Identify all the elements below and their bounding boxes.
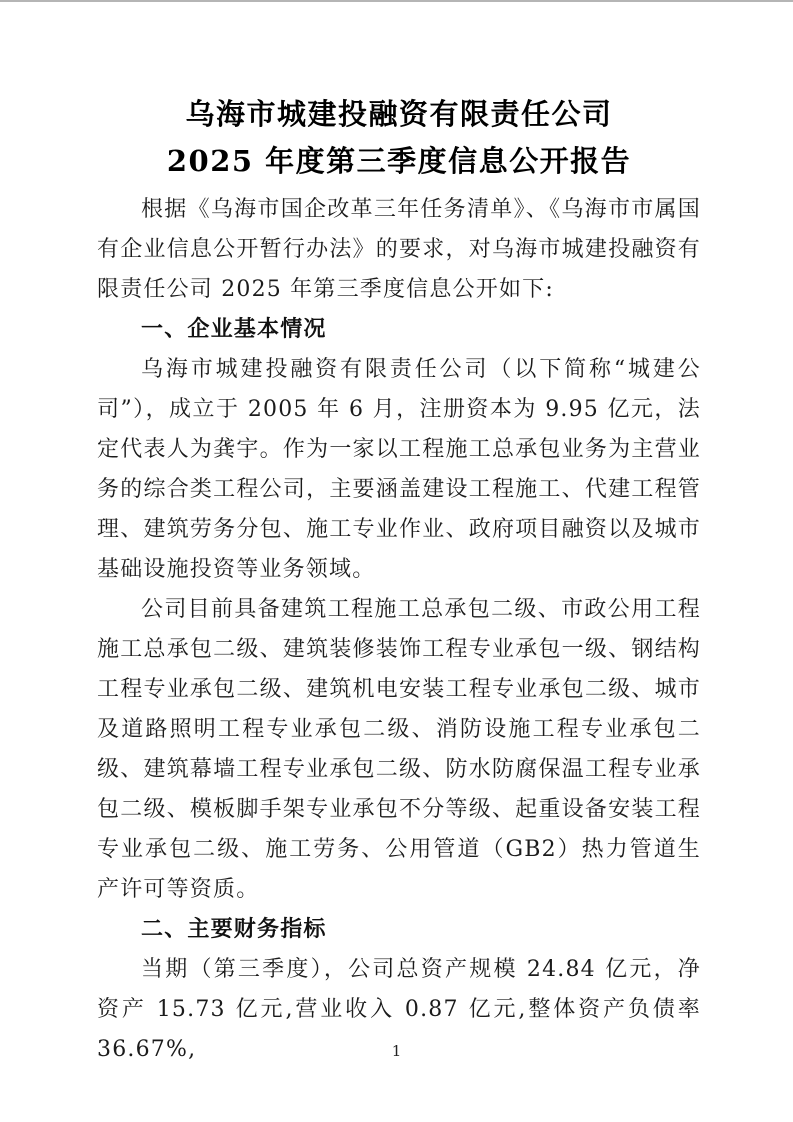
document-title-line-2: 2025 年度第三季度信息公开报告 — [166, 144, 632, 178]
qualifications-paragraph: 公司目前具备建筑工程施工总承包二级、市政公用工程施工总承包二级、建筑装修装饰工程专业承包一级、钢结构工程专业承包二级、建筑机电安装工程专业承包二级、城市及道路照明工程专业承包二级、消防设施工程专业承包二级、建筑幕墙工程专业承包二级、防水防腐保温工程专业承包二级、模板脚手架专业承包不分等级、起重设备安装工程专业承包二级、施工劳务、公用管道（GB2）热力管道生产许可等资质。 — [97, 597, 701, 902]
section-heading-company-profile: 一、企业基本情况 — [141, 317, 327, 342]
section-heading-financial-indicators: 二、主要财务指标 — [141, 917, 327, 942]
financial-indicators-paragraph: 当期（第三季度），公司总资产规模 24.84 亿元，净资产 15.73 亿元,营业收入 0.87 亿元,整体资产负债率 36.67%, — [97, 957, 701, 1062]
document-body — [97, 190, 701, 1070]
intro-paragraph: 根据《乌海市国企改革三年任务清单》、《乌海市市属国有企业信息公开暂行办法》的要求，对乌海市城建投融资有限责任公司 2025 年第三季度信息公开如下: — [97, 197, 701, 302]
company-profile-paragraph: 乌海市城建投融资有限责任公司（以下简称“城建公司”），成立于 2005 年 6 月，注册资本为 9.95 亿元，法定代表人为龚宇。作为一家以工程施工总承包业务为主营业务的综合类工程公司，主要涵盖建设工程施工、代建工程管理、建筑劳务分包、施工专业作业、政府项目融资以及城市基础设施投资等业务领域。 — [97, 357, 701, 582]
page-number: 1 — [391, 1042, 402, 1060]
document-title-line-1: 乌海市城建投融资有限责任公司 — [185, 97, 613, 131]
document-content — [97, 2, 701, 1070]
document-title — [97, 91, 701, 185]
